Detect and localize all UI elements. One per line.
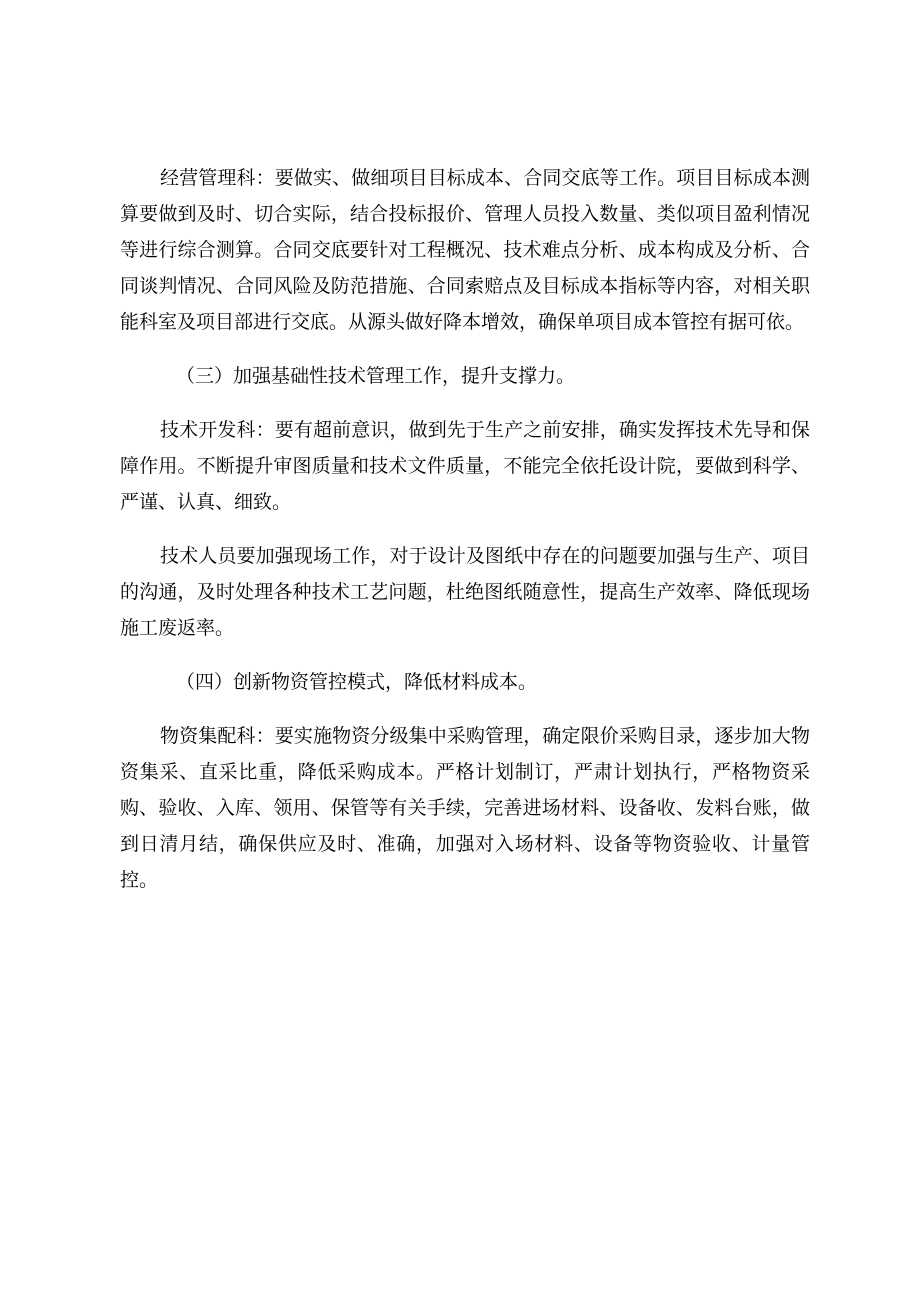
paragraph-technology-development: 技术开发科：要有超前意识，做到先于生产之前安排，确实发挥技术先导和保障作用。不断提升审图质量和技术文件质量，不能完全依托设计院，要做到科学、严谨、认真、细致。 [120,419,810,513]
section-heading-3: （三）加强基础性技术管理工作，提升支撑力。 [176,365,576,387]
paragraph-business-management: 经营管理科：要做实、做细项目目标成本、合同交底等工作。项目目标成本测算要做到及时、切合实际，结合投标报价、管理人员投入数量、类似项目盈利情况等进行综合测算。合同交底要针对工程概况、技术难点分析、成本构成及分析、合同谈判情况、合同风险及防范措施、合同索赔点及目标成本指标等内容，对相关职能科室及项目部进行交底。从源头做好降本增效，确保单项目成本管控有据可依。 [120,167,810,333]
section-heading-4: （四）创新物资管控模式，降低材料成本。 [176,671,538,693]
paragraph-materials-distribution: 物资集配科：要实施物资分级集中采购管理，确定限价采购目录，逐步加大物资集采、直采比重，降低采购成本。严格计划制订，严肃计划执行，严格物资采购、验收、入库、领用、保管等有关手续，完善进场材料、设备收、发料台账，做到日清月结，确保供应及时、准确，加强对入场材料、设备等物资验收、计量管控。 [120,725,810,891]
paragraph-technical-staff: 技术人员要加强现场工作，对于设计及图纸中存在的问题要加强与生产、项目的沟通，及时处理各种技术工艺问题，杜绝图纸随意性，提高生产效率、降低现场施工废返率。 [120,545,810,639]
